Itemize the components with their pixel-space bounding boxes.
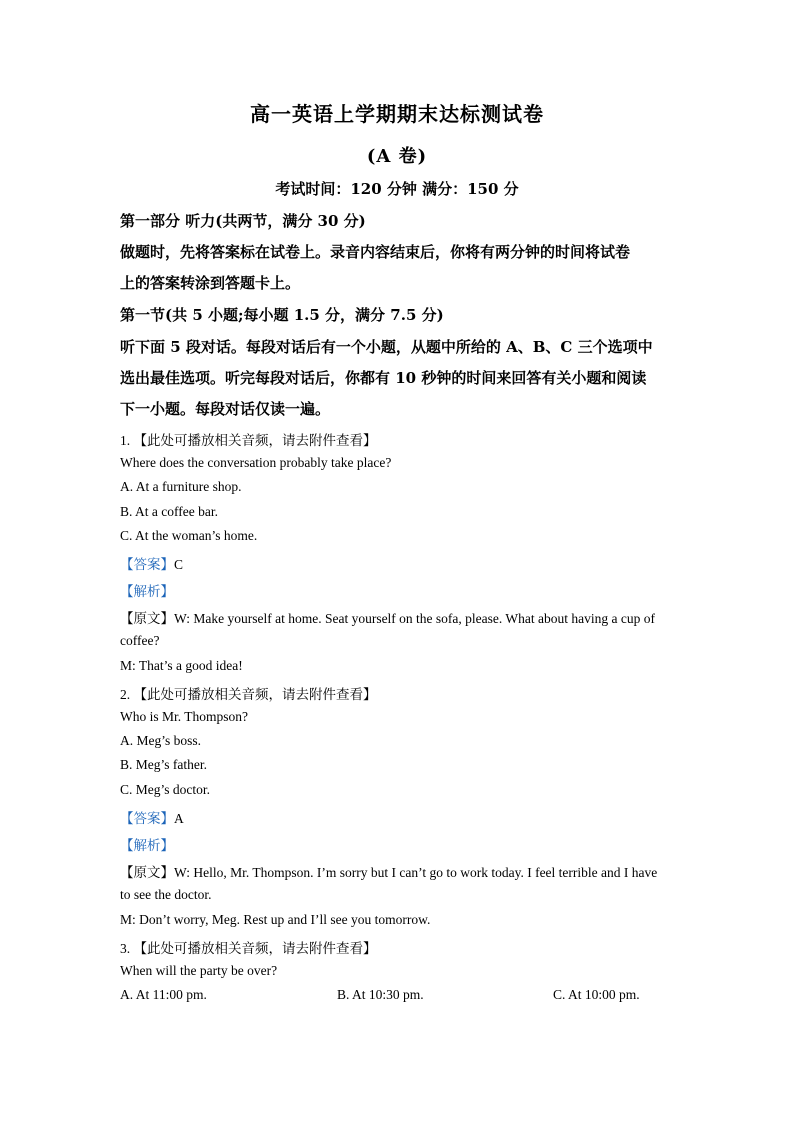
transcript-tag: 【原文】: [120, 865, 174, 880]
q2-option-b: B. Meg’s father.: [120, 757, 207, 772]
q2-answer: [120, 807, 680, 827]
q2-transcript-line-3: M: Don’t worry, Meg. Rest up and I’ll see you tomorrow.: [120, 912, 431, 927]
analysis-tag: 【解析】: [120, 838, 174, 853]
q1-question: Where does the conversation probably take place?: [120, 455, 392, 470]
instruction-line-2: 上的答案转涂到答题卡上。: [120, 274, 301, 292]
q3-audio-note: 3. 【此处可播放相关音频，请去附件查看】: [120, 941, 377, 956]
q2-question: Who is Mr. Thompson?: [120, 709, 248, 724]
q2-option-c: C. Meg’s doctor.: [120, 782, 210, 797]
q1-option-b: B. At a coffee bar.: [120, 504, 218, 519]
q3-option-c: C. At 10:00 pm.: [553, 987, 640, 1002]
q2-transcript-line-2: to see the doctor.: [120, 887, 212, 902]
transcript-tag: 【原文】: [120, 611, 174, 626]
analysis-tag: 【解析】: [120, 584, 174, 599]
q2-audio-note: 2. 【此处可播放相关音频，请去附件查看】: [120, 687, 377, 702]
exam-info: 考试时间：120 分钟 满分：150 分: [275, 180, 519, 198]
section1-line-3: 下一小题。每段对话仅读一遍。: [120, 400, 331, 418]
q3-option-b: B. At 10:30 pm.: [337, 987, 424, 1002]
part1-heading: 第一部分 听力(共两节，满分 30 分): [120, 212, 366, 230]
q3-option-a: A. At 11:00 pm.: [120, 987, 207, 1002]
q1-analysis: [120, 580, 680, 600]
answer-tag: 【答案】: [120, 557, 174, 572]
q1-transcript-line-1: [120, 607, 680, 627]
q1-option-a: A. At a furniture shop.: [120, 479, 242, 494]
q1-answer: [120, 553, 680, 573]
answer-tag: 【答案】: [120, 811, 174, 826]
q3-question: When will the party be over?: [120, 963, 278, 978]
answer-value: C: [174, 557, 184, 572]
q2-analysis: [120, 834, 680, 854]
q2-transcript-line-1: [120, 861, 680, 881]
section1-line-1: 听下面 5 段对话。每段对话后有一个小题，从题中所给的 A、B、C 三个选项中: [120, 338, 653, 356]
q1-audio-note: 1. 【此处可播放相关音频，请去附件查看】: [120, 433, 377, 448]
q2-option-a: A. Meg’s boss.: [120, 733, 202, 748]
document-subtitle: (A 卷): [366, 146, 428, 167]
answer-value: A: [174, 811, 184, 826]
instruction-line-1: 做题时，先将答案标在试卷上。录音内容结束后，你将有两分钟的时间将试卷: [120, 243, 631, 261]
section1-line-2: 选出最佳选项。听完每段对话后，你都有 10 秒钟的时间来回答有关小题和阅读: [120, 369, 647, 387]
section1-heading: 第一节(共 5 小题;每小题 1.5 分，满分 7.5 分): [120, 306, 444, 324]
document-title: 高一英语上学期期末达标测试卷: [250, 102, 544, 126]
transcript-text: W: Hello, Mr. Thompson. I’m sorry but I can’t go to work today. I feel terrible and I have: [174, 865, 658, 880]
q1-option-c: C. At the woman’s home.: [120, 528, 258, 543]
q1-transcript-line-2: coffee?: [120, 633, 160, 648]
q1-transcript-line-3: M: That’s a good idea!: [120, 658, 243, 673]
transcript-text: W: Make yourself at home. Seat yourself on the sofa, please. What about having a cup of: [174, 611, 655, 626]
